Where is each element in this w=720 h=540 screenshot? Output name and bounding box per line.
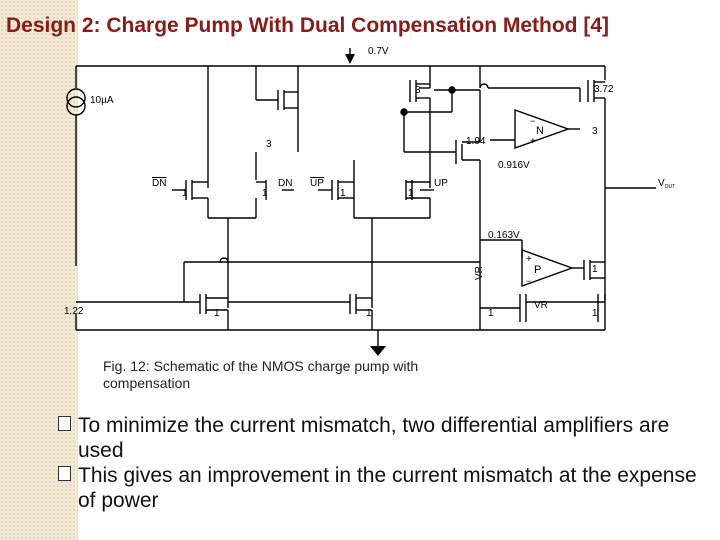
- m3b-label: 3: [415, 85, 421, 96]
- m194-label: 1.94: [466, 136, 486, 147]
- bot4-label: 1: [592, 308, 598, 319]
- vout-label: $V_{OUT}$: [658, 178, 676, 190]
- vr-vertical-label: VR: [474, 266, 485, 280]
- bullet-item: [58, 413, 708, 463]
- bullet-box-icon: [58, 466, 71, 481]
- v0163-label: 0.163V: [488, 230, 520, 241]
- current-source-label: 10µA: [90, 95, 114, 106]
- dn-bar-w-label: 1: [182, 188, 188, 199]
- m372-label: 3.72: [594, 84, 614, 95]
- bullet-box-icon: [58, 416, 71, 431]
- amp-n-label: N: [536, 125, 544, 137]
- figure-caption: Fig. 12: Schematic of the NMOS charge pump with compensation: [103, 358, 419, 391]
- up-bar-w-label: 1: [340, 188, 346, 199]
- bullet-item: [58, 463, 708, 513]
- bot2-label: 1: [366, 308, 372, 319]
- amp-p-label: P: [534, 264, 542, 276]
- v0916-label: 0.916V: [498, 160, 530, 171]
- bullet-text: To minimize the current mismatch, two differential amplifiers are used: [78, 414, 670, 462]
- dn-label: DN: [278, 178, 293, 189]
- svg-text:+: +: [526, 254, 532, 265]
- slide-title: Design 2: Charge Pump With Dual Compensation Method [4]: [6, 14, 610, 37]
- up-w-label: 1: [408, 188, 414, 199]
- bot3-label: 1: [488, 308, 494, 319]
- svg-text:+: +: [530, 136, 536, 147]
- bullet-text: This gives an improvement in the current mismatch at the expense of power: [78, 464, 697, 512]
- charge-pump-schematic: [60, 40, 700, 360]
- svg-text:−: −: [526, 276, 532, 286]
- m122-label: 1.22: [64, 306, 84, 317]
- bot1-label: 1: [214, 308, 220, 319]
- amp-n-out-label: 3: [592, 126, 598, 137]
- m3a-label: 3: [266, 139, 272, 150]
- vr-label: VR: [534, 300, 548, 311]
- up-bar-label: UP: [310, 178, 324, 189]
- svg-text:−: −: [530, 116, 536, 126]
- dn-w-label: 1: [262, 188, 268, 199]
- amp-p-out-label: 1: [592, 264, 598, 275]
- vdd-label: 0.7V: [368, 46, 389, 57]
- bullet-list: [58, 413, 708, 513]
- up-label: UP: [434, 178, 448, 189]
- dn-bar-label: DN: [152, 178, 167, 189]
